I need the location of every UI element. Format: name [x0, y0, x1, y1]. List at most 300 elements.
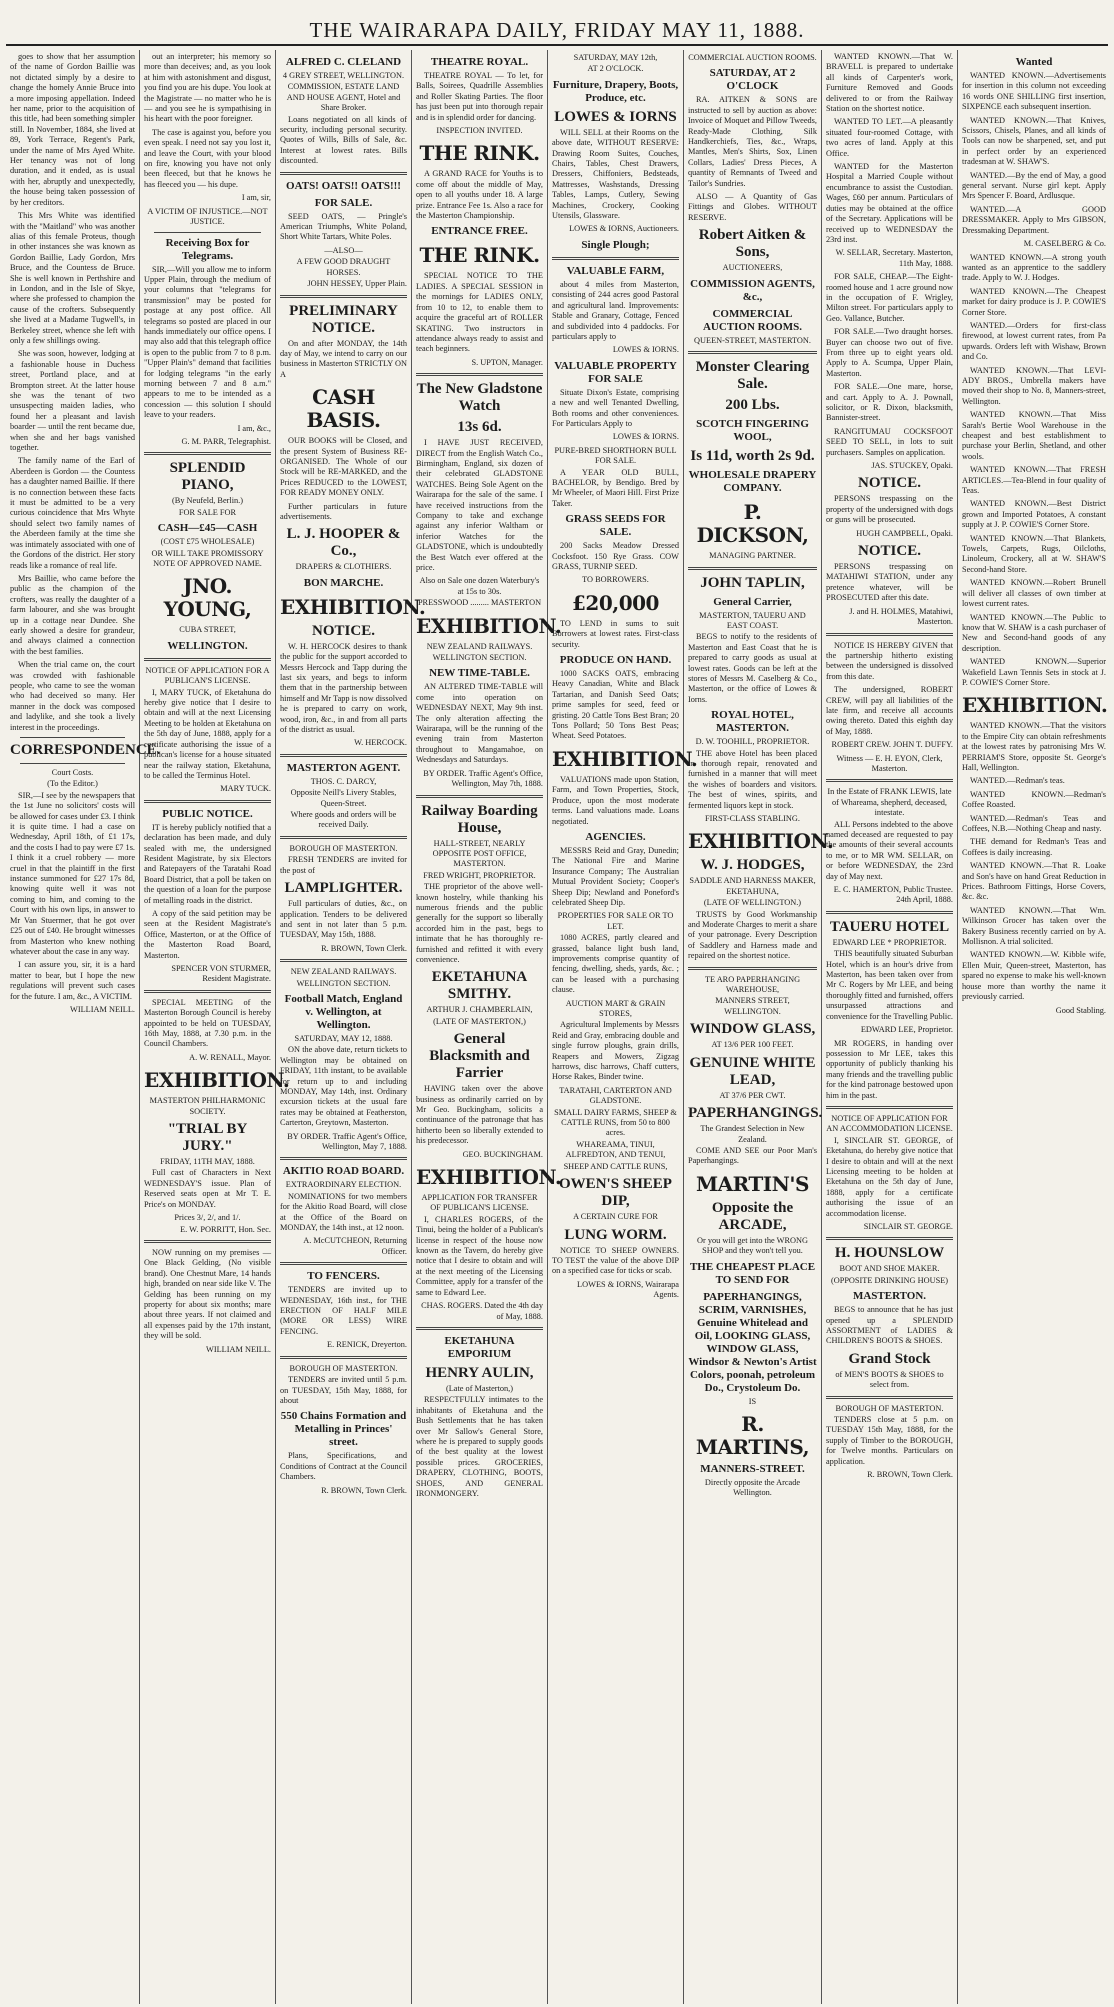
ad-heading: Grand Stock — [848, 1350, 931, 1367]
ad-text: IS — [748, 1396, 757, 1406]
classified-ad: FOR SALE, CHEAP.—The Eight-roomed house and 1 acre ground now in the occupation of F. Wrigley, Milton street. For particulars apply to Geo. Vallance, Butcher. — [826, 272, 953, 323]
notice-paragraph: TENDERS are invited up to WEDNESDAY, 16th inst., for THE ERECTION OF HALF MILE (MORE OR LESS) WIRE FENCING. — [280, 1285, 407, 1336]
divider — [416, 1327, 543, 1330]
classified-ad: FOR SALE.—One mare, horse, and cart. Apply to A. J. Pownall, solicitor, or R. Dixon, blacksmith, Bannister-street. — [826, 382, 953, 423]
ad-paragraph: ALSO — A Quantity of Gas Fittings and Globes. WITHOUT RESERVE. — [688, 192, 817, 222]
newspaper-title: THE WAIRARAPA DAILY, FRIDAY MAY 11, 1888. — [309, 18, 805, 42]
notice-paragraph: Plans, Specifications, and Conditions of Contract at the Council Chambers. — [280, 1451, 407, 1482]
ad-text: BON MARCHE. — [303, 576, 384, 589]
signature: R. BROWN, Town Clerk. — [321, 1485, 407, 1495]
letter-paragraph: SIR,—I see by the newspapers that the 1st June no solicitors' costs will be allowed for cases under £3. I think it is quite time. I had a case on Wednesday, April 18th, of £1 17s, and the costs I had to pay were £7 1s. I think it a cruel robbery — more cruel in that the plaintiff in the first instance summoned for £27 17s 8d, knowing quite well it was not coming to him, and coming to the Court with his own lips, in answer to Mr Van Stuermer, that he got over £25 out of £40. He brought witnesses from Masterton who knew nothing whatever about the case in any way. — [10, 790, 135, 956]
ad-heading: PURE-BRED SHORTHORN BULL FOR SALE. — [554, 445, 677, 466]
ad-heading: Railway Boarding House, — [421, 802, 538, 836]
ad-heading: SPLENDID PIANO, — [169, 460, 246, 494]
divider — [416, 373, 543, 376]
notice-paragraph: PERSONS trespassing on the property of the undersigned with dogs or guns will be prosecuted. — [826, 494, 953, 525]
article-paragraph: This Mrs White was identified with the "Maitland" who was another alias of this female Proteus, though in other instances she was known as Gordon Baillie, Lady Gordon, Mrs Bruce, and the Countess de Bruce. She is well known in Perthshire and in London, and in the Isle of Skye, where she professed to champion the cause of the crofters. Subsequently she lived at a Madame Tugwell's, in Berkeley street, whence she left with only a few shillings owing. — [10, 211, 135, 345]
classified-ad: WANTED for the Masterton Hospital a Married Couple without encumbrance to assist the Custodian. Wages, £60 per annum. Particulars of duties may be obtained at the office of the Secretary. Applications will be received up to WEDNESDAY the 23rd inst. — [826, 162, 953, 244]
notice-paragraph: I, CHARLES ROGERS, of the Tinui, being the holder of a Publican's license in respect of the house now known as the Tavern, do hereby give notice that I desire to obtain and will at the next meeting of the Licensing Committee, apply for a transfer of the same to Edward Lee. — [416, 1214, 543, 1297]
ad-paragraph: COME AND SEE our Poor Man's Paperhangings. — [688, 1145, 817, 1166]
signature: Witness — E. H. EYON, Clerk, Masterton. — [836, 753, 943, 773]
exhibition-banner: EXHIBITION. — [416, 1165, 562, 1190]
notice-paragraph: The undersigned, ROBERT CREW, will pay all liabilities of the late firm, and receive all accounts owing thereto. Dated this eighth day of May, 1888. — [826, 685, 953, 736]
ad-text: HALL-STREET, NEARLY OPPOSITE POST OFFICE, MASTERTON. — [432, 838, 527, 869]
divider — [826, 779, 953, 782]
letter-paragraph: out an interpreter; his memory so more than deceives; and, as you look at him with astonishment and disgust, you find you are his dupe. You look at the Magistrate — no matter who he is — and you see he is sympathising in his heart with the poor foreigner. — [144, 52, 271, 124]
signature: LOWES & IORNS, Auctioneers. — [569, 224, 679, 234]
ad-heading: The New Gladstone Watch — [416, 381, 543, 415]
classified-ad: WANTED KNOWN.—Robert Brunell will deliver all classes of own timber at lowest current rates. — [962, 578, 1106, 609]
notice-heading: NOTICE OF APPLICATION FOR A PUBLICAN'S LICENSE. — [145, 665, 270, 686]
notice-paragraph: I, SINCLAIR ST. GEORGE, of Eketahuna, do hereby give notice that I desire to obtain and will at the next Licensing meeting to be holden at Eketahuna on the 5th day of June, 1888, apply for a certificate authorising the issue of an accommodation license. — [826, 1135, 953, 1218]
signature: LOWES & IORNS, Wairarapa Agents. — [577, 1279, 679, 1300]
ad-heading: ALFRED C. CLELAND — [285, 56, 402, 68]
ad-text: MASTERTON PHILHARMONIC SOCIETY. — [149, 1096, 266, 1116]
ad-heading: Football Match, England v. Wellington, at Wellington. — [284, 992, 403, 1031]
exhibition-banner: EXHIBITION. — [144, 1068, 290, 1093]
signature: ROBERT CREW. JOHN T. DUFFY. — [831, 740, 953, 750]
divider — [416, 795, 543, 798]
ad-heading: HENRY AULIN, — [425, 1364, 534, 1381]
classified-ad: WANTED KNOWN.—That Knives, Scissors, Chisels, Planes, and all kinds of Tools can now be sharpened, set, and put in perfect order by an experienced tradesman at W. SHAW'S. — [962, 115, 1106, 167]
ad-paragraph: THIS beautifully situated Suburban Hotel, which is an hour's drive from Masterton, has been taken over from Mr C. Rogers by Mr LEE, and being thoroughly fitted and furnished, offers unsurpassed attractions and convenience for the Travelling Public. — [826, 949, 953, 1021]
ad-paragraph: OUR BOOKS will be Closed, and the present System of Business RE-ORGANISED. The Whole of our Stock will be RE-MARKED, and the Prices REDUCED to the LOWEST, FOR READY MONEY ONLY. — [280, 436, 407, 498]
divider — [144, 990, 271, 993]
notice-paragraph: TENDERS close at 5 p.m. on TUESDAY 15th May, 1888, for the supply of Timber to the BOROUGH, for Twelve months. Particulars on application. — [826, 1415, 953, 1466]
classified-ad: WANTED KNOWN.—That LEVI-ADY BROS., Umbrella makers have moved their shop to No. 8, Manners-street, Wellington. — [962, 365, 1106, 406]
article-paragraph: She was soon, however, lodging at a fashionable house in Duchess street, Portland place, and at Brompton street. At the latter house she was the tenant of two unsuspecting maiden ladies, who found her a pleasant and lavish boarder — until the rent became due, when she and her bags vanished together. — [10, 349, 135, 453]
column-2 — [140, 50, 290, 2004]
ad-text: OR WILL TAKE PROMISSORY NOTE OF APPROVED NAME. — [151, 548, 264, 569]
ad-heading: JOHN TAPLIN, — [700, 574, 805, 591]
article-paragraph: When the trial came on, the court was crowded with fashionable people, who came to see the woman who had deceived so many. Her manner in the dock was composed and ladylike, and she took a lively interest in the proceedings. — [10, 660, 135, 732]
notice-heading: AKITIO ROAD BOARD. — [282, 1165, 405, 1178]
ad-text: DRAPERS & CLOTHIERS. — [295, 562, 392, 572]
notice-heading: NEW ZEALAND RAILWAYS. — [426, 641, 533, 651]
signature: E. C. HAMERTON, Public Trustee. 24th April, 1888. — [833, 885, 953, 905]
signature: HUGH CAMPBELL, Opaki. — [856, 528, 953, 538]
ad-text: MANAGING PARTNER. — [709, 551, 796, 561]
notice-paragraph: NOW running on my premises — One Black Gelding, (No visible brand). One Chestnut Mare, 14 hands high, branded on near side like V. The Gelding has been running on my property for about six months; mare about three years. If not claimed and all expenses paid by the 17th instant, they will be sold. — [144, 1247, 271, 1341]
signature: SPENCER VON STURMER, Resident Magistrate. — [171, 964, 271, 984]
ad-text: The Grandest Selection in New Zealand. — [700, 1124, 805, 1144]
ad-price: CASH—£45—CASH — [157, 522, 258, 535]
signature: W. HERCOCK. — [354, 738, 407, 748]
subheading: (To the Editor.) — [47, 779, 98, 789]
signature: JOHN HESSEY, Upper Plain. — [307, 279, 407, 289]
signature: Good Stabling. — [1055, 1005, 1106, 1015]
divider — [688, 967, 817, 970]
classified-ad: WANTED KNOWN.—That R. Loake and Son's have on hand Great Reduction in Prices. Bathroom Fittings, Horse Covers, &c. &c. — [962, 861, 1106, 902]
ad-heading: NEW TIME-TABLE. — [429, 667, 530, 680]
notice-paragraph: I, MARY TUCK, of Eketahuna do hereby give notice that I desire to obtain and will at the next Licensing Meeting to be holden at Eketahuna on the 5th day of June, 1888, apply for a certificate authorising the issue of a publican's license for a house situated near the railway station, Eketahuna, to be called the Terminus Hotel. — [144, 687, 271, 780]
ad-paragraph: WILL SELL at their Rooms on the above date, WITHOUT RESERVE: Drawing Room Suites, Couches, Chairs, Tables, Chest Drawers, Dressers, Chiffoniers, Bedsteads, Mattresses, Washstands, Dressing Tables, Lamps, Cutlery, Sewing Machines, Crockery, Cooking Utensils, Glassware. — [552, 127, 679, 221]
notice-paragraph: NOTICE IS HEREBY GIVEN that the partnership hitherto existing between the undersigned is dissolved from this date. — [826, 640, 953, 681]
ad-heading: Opposite the ARCADE, — [711, 1199, 794, 1233]
ad-text: Directly opposite the Arcade Wellington. — [704, 1477, 801, 1498]
notice-heading: BOROUGH OF MASTERTON. — [289, 843, 398, 853]
ad-text: COMMERCIAL AUCTION ROOMS. — [702, 307, 802, 333]
ad-heading: TAUERU HOTEL — [829, 918, 950, 935]
column-1 — [6, 50, 161, 2004]
ad-text: CUBA STREET, — [179, 625, 236, 635]
ad-text: MASTERTON. — [852, 1290, 927, 1303]
ad-text: Prices 3/, 2/, and 1/. — [174, 1213, 241, 1223]
ad-heading: AGENCIES. — [585, 830, 646, 843]
ad-paragraph: I HAVE JUST RECEIVED, DIRECT from the English Watch Co., Birmingham, England, six dozen of their celebrated GLADSTONE WATCHES. Being Sole Agent on the Wairarapa for the sale of the same. I have received instructions from the Company to take and exchange against any inferior Waltham or inferior Watches for the GLADSTONE, which is undoubtedly the Best Watch ever offered at the price. — [416, 438, 543, 572]
ad-heading: SATURDAY, AT 2 O'CLOCK — [709, 67, 796, 93]
divider — [280, 295, 407, 298]
ad-text: SATURDAY, MAY 12, 1888. — [294, 1033, 393, 1043]
ad-paragraph: THE proprietor of the above well-known hostelry, while thanking his numerous friends and the public generally for the support so liberally accorded him in the past, begs to intimate that he has thoroughly re-furnished and refitted it with every convenience. — [416, 882, 543, 964]
divider — [280, 1157, 407, 1160]
notice-heading: APPLICATION FOR TRANSFER OF PUBLICAN'S LICENSE. — [421, 1193, 538, 1213]
ad-heading: Furniture, Drapery, Boots, Produce, etc. — [552, 78, 679, 104]
ad-text: SMALL DAIRY FARMS, SHEEP & CATTLE RUNS, from 50 to 800 acres. — [554, 1107, 677, 1138]
notice-heading: BOROUGH OF MASTERTON. — [289, 1363, 398, 1373]
divider — [280, 836, 407, 839]
ad-text: SCOTCH FINGERING WOOL, — [696, 418, 809, 444]
ad-text: ARTHUR J. CHAMBERLAIN, — [426, 1005, 533, 1015]
ad-text: ENTRANCE FREE. — [431, 225, 528, 238]
classified-ad: FOR SALE.—Two draught horses. Buyer can choose two out of five. From three up to eight years old. Apply to A. Scumpa, Upper Plain, Masterton. — [826, 327, 953, 378]
ad-price: Is 11d, worth 2s 9d. — [690, 448, 815, 465]
section-heading: Wanted — [1015, 56, 1053, 68]
ad-paragraph: A GRAND RACE for Youths is to come off about the middle of May, open to all youths under 18. A large prize. Entrance Fee 1s. Also a race for the Masterton Championship. — [416, 169, 543, 221]
ad-paragraph: VALUATIONS made upon Station, Farm, and Town Properties, Stock, Produce, upon the most moderate terms. Land valuations made. Loans negotiated. — [552, 774, 679, 826]
signature: MARY TUCK. — [220, 784, 271, 794]
divider — [826, 1237, 953, 1240]
section-heading: CORRESPONDENCE. — [10, 742, 161, 758]
ad-heading: TARATAHI, CARTERTON AND GLADSTONE. — [559, 1085, 672, 1106]
letter-paragraph: The case is against you, before you even speak. I need not say you lost it, and leave the Court, with your blood on fire, knowing you have not only been fleeced, but that he knows he has fleeced you — his dupe. — [144, 127, 271, 189]
ad-paragraph: TRUSTS by Good Workmanship and Moderate Charges to merit a share of your patronage. Every Description of Saddlery and Harness made and repaired on the shortest notice. — [688, 909, 817, 961]
notice-heading: NEW ZEALAND RAILWAYS. — [290, 967, 397, 977]
column-5 — [548, 50, 698, 2004]
ad-text: Opposite Neill's Livery Stables, Queen-Street. — [290, 788, 397, 808]
ad-paragraph: A YEAR OLD BULL, BACHELOR, by Bendigo. Bred by Mr Wheeler, of Maori Hill. First Prize Taker. — [552, 467, 679, 508]
signature: J. and H. HOLMES, Matahiwi, Masterton. — [849, 606, 953, 627]
notice-heading: In the Estate of FRANK LEWIS, late of Whareama, shepherd, deceased, intestate. — [827, 787, 952, 818]
exhibition-banner: EXHIBITION. — [962, 693, 1108, 718]
ad-text: SHEEP AND CATTLE RUNS, — [563, 1161, 668, 1171]
signature: E. RENICK, Dreyerton. — [327, 1340, 407, 1350]
notice-heading: TO FENCERS. — [307, 1270, 380, 1283]
divider — [552, 257, 679, 260]
ad-text: Where goods and orders will be received Daily. — [290, 810, 397, 830]
column-8 — [958, 50, 1110, 2004]
classified-ad: THE demand for Redman's Teas and Coffees is daily increasing. — [962, 837, 1106, 857]
divider — [280, 1262, 407, 1265]
classified-ad: WANTED.—By the end of May, a good general servant. Nurse girl kept. Apply Mrs Spencer F. Board, Ardlusque. — [962, 170, 1106, 201]
ad-text: BOOT AND SHOE MAKER. — [839, 1264, 940, 1274]
notice-paragraph: ON the above date, return tickets to Wellington may be obtained on FRIDAY, 11th instant, to be available for return up to and including MONDAY, May 14th, inst. Ordinary excursion tickets at the usual fare rates may be obtained at Featherston, Carterton, Greytown, Masterton. — [280, 1045, 407, 1128]
classified-ad: WANTED KNOWN.—That Miss Sarah's Bertie Wool Warehouse in the cheapest and best establishment to purchase your Berlin, Shetland, and other wools. — [962, 410, 1106, 461]
classified-ad: WANTED.—Redman's teas. — [970, 776, 1065, 786]
divider — [280, 1356, 407, 1359]
ad-heading: "TRIAL BY JURY." — [167, 1121, 248, 1155]
ad-heading: JNO. YOUNG, — [163, 574, 252, 622]
ad-heading: PRODUCE ON HAND. — [559, 654, 672, 667]
article-paragraph: Mrs Baillie, who came before the public as the champion of the crofters, was really the daughter of a farm labourer, and she was brought up in a cottage near Dundee. She early showed a desire for grandeur, and always claimed a connection with the best families. — [10, 573, 135, 656]
notice-paragraph: FRESH TENDERS are invited for the post of — [280, 855, 407, 875]
signature: I am, &c., — [237, 423, 271, 433]
signature: A VICTIM OF INJUSTICE.—NOT JUSTICE. — [147, 206, 268, 227]
signature: G. M. PARR, Telegraphist. — [181, 437, 271, 446]
column-6 — [684, 50, 834, 2004]
ad-heading: PROPERTIES FOR SALE OR TO LET. — [557, 911, 674, 931]
ad-text: A FEW GOOD DRAUGHT HORSES. — [296, 257, 391, 277]
ad-text: (COST £75 WHOLESALE) — [160, 537, 255, 547]
ad-heading: H. HOUNSLOW — [834, 1245, 945, 1262]
classified-ad: WANTED KNOWN.—That Blankets, Towels, Carpets, Rugs, Oilcloths, Linoleum, Crockery, all at W. SHAW'S Second-hand Store. — [962, 533, 1106, 574]
signature: WILLIAM NEILL. — [70, 1004, 135, 1014]
notice-heading: NOTICE OF APPLICATION FOR AN ACCOMMODATION LICENSE. — [826, 1113, 953, 1134]
ad-heading: P. DICKSON, — [696, 500, 809, 548]
notice-paragraph: SPECIAL MEETING of the Masterton Borough Council is hereby appointed to be held on TUESDAY, 16th May, 1888, at 7.30 p.m. in the Council Chambers. — [144, 997, 271, 1049]
ad-text: SATURDAY, MAY 12th, — [573, 53, 658, 62]
ad-heading: VALUABLE PROPERTY FOR SALE — [554, 359, 677, 385]
ad-text: QUEEN-STREET, MASTERTON. — [694, 335, 811, 345]
ad-text: AUCTIONEERS, — [722, 263, 783, 273]
letter-heading: Receiving Box for Telegrams. — [165, 236, 250, 262]
classified-ad: WANTED KNOWN.—Best District grown and Imported Potatoes, A constant supply at J. P. COWIE'S Corner Store. — [962, 499, 1106, 530]
ad-text: 4 GREY STREET, WELLINGTON. — [282, 71, 405, 80]
signature: JAS. STUCKEY, Opaki. — [871, 461, 953, 471]
letter-paragraph: I can assure you, sir, it is a hard matter to bear, but I hope the new regulations will prevent such cases for the future. I am, &c., A VICTIM. — [10, 960, 135, 1001]
signature: S. UPTON, Manager. — [471, 357, 543, 367]
ad-heading: PRELIMINARY NOTICE. — [289, 302, 398, 336]
ad-heading: ROYAL HOTEL, MASTERTON. — [711, 709, 794, 735]
ad-heading: GRASS SEEDS FOR SALE. — [565, 513, 666, 539]
exhibition-banner: EXHIBITION. — [280, 594, 426, 619]
ad-text: EDWARD LEE * PROPRIETOR. — [832, 937, 947, 947]
ad-heading: LOWES & IORNS — [554, 108, 677, 125]
ad-heading: R. MARTINS, — [695, 1411, 810, 1459]
ad-text: WELLINGTON SECTION. — [432, 653, 527, 663]
ad-text: D. W. TOOHILL, PROPRIETOR. — [695, 737, 810, 747]
ad-paragraph: RESPECTFULLY intimates to the inhabitants of Eketahuna and the Bush Settlements that he has taken over Mr Sallow's General Store, where he is prepared to supply goods of the best quality at the lowest possible prices. GROCERIES, DRAPERY, CLOTHING, BOOTS, SHOES, AND GENERAL IRONMONGERY. — [416, 1395, 543, 1498]
ad-paragraph: MESSRS Reid and Gray, Dunedin; The National Fire and Marine Insurance Company; The Australian Mutual Provident Society; Cooper's Sheep Dip; Newland and Poneford's celebrated Sheep Dip. — [552, 845, 679, 907]
ad-paragraph: THEATRE ROYAL — To let, for Balls, Soirees, Quadrille Assemblies and Roller Skating Parties. The floor has just been put into thorough repair and is in splendid order for dancing. — [416, 71, 543, 122]
ad-paragraph: Loans negotiated on all kinds of security, including personal security. Quotes of Wills, Bills of Sale, &c. Interest at lowest rates. Bills discounted. — [280, 114, 407, 166]
ad-paragraph: about 4 miles from Masterton, consisting of 244 acres good Pastoral and agricultural land. Improvements: Stable and Granary, Cottage, Fenced and subdivided into 4 paddocks. For particulars apply to — [552, 279, 679, 341]
classified-ad: WANTED TO LET.—A pleasantly situated four-roomed Cottage, with two acres of land. Apply at this Office. — [826, 117, 953, 158]
ad-heading: LUNG WORM. — [564, 1226, 667, 1243]
divider — [688, 567, 817, 570]
ad-text: MANNERS STREET, WELLINGTON. — [715, 996, 790, 1016]
divider — [144, 1240, 271, 1243]
signature: LOWES & IORNS. — [612, 432, 679, 442]
ad-heading: CASH BASIS. — [306, 385, 381, 433]
ad-paragraph: MR ROGERS, in handing over possession to Mr LEE, takes this opportunity of publicly thanking his many friends and the travelling public for the kind patronage bestowed upon him in the past. — [826, 1038, 953, 1100]
column-7 — [822, 50, 958, 2004]
ad-heading: EKETAHUNA SMITHY. — [431, 969, 528, 1003]
ad-heading: OATS! OATS!! OATS!!! — [286, 179, 401, 192]
ad-heading: THE RINK. — [419, 243, 540, 268]
divider — [280, 172, 407, 175]
signature: CHAS. ROGERS. Dated the 4th day of May, 1888. — [421, 1301, 543, 1321]
exhibition-banner: EXHIBITION. — [552, 746, 698, 771]
ad-text: WELLINGTON SECTION. — [296, 978, 391, 988]
classified-ad: WANTED.—A GOOD DRESSMAKER. Apply to Mrs GIBSON, Dressmaking Department. — [962, 204, 1106, 235]
signature: R. BROWN, Town Clerk. — [867, 1470, 953, 1480]
notice-paragraph: TENDERS are invited until 5 p.m. on TUESDAY, 15th May, 1888, for about — [280, 1375, 407, 1405]
signature: LOWES & IORNS. — [612, 345, 679, 355]
ad-paragraph: BEGS to notify to the residents of Masterton and East Coast that he is prepared to carry goods as usual at lowest rates. Goods can be left at the stores of Messrs M. Caselberg & Co., Masterton, or the office of Lowes & Iorns. — [688, 632, 817, 704]
ad-heading: MARTIN'S — [695, 1171, 809, 1196]
ad-text: —ALSO— — [324, 245, 363, 255]
ad-text: FRIDAY, 11TH MAY, 1888. — [160, 1157, 255, 1167]
ad-text: COMMISSION AGENTS, &c., — [690, 277, 815, 303]
ad-heading: 550 Chains Formation and Metalling in Princes' street. — [280, 1410, 407, 1449]
ad-paragraph: On and after MONDAY, the 14th day of May, we intend to carry on our business in Masterton STRICTLY ON A — [280, 338, 407, 379]
ad-text: AT 13/6 PER 100 FEET. — [711, 1040, 794, 1050]
classified-ad: WANTED KNOWN.—That W. BRAVELL is prepared to undertake all kinds of Carpenter's work, Furniture Removed and Goods delivered to or from the Railway Station on the shortest notice. — [826, 52, 953, 114]
notice-heading: PUBLIC NOTICE. — [162, 807, 253, 820]
classified-ad: WANTED KNOWN.—The Public to know that W. SHAW is a cash purchaser of New and Second-hand goods of any description. — [962, 612, 1106, 653]
ad-text: THOS. C. DARCY, — [310, 776, 377, 786]
signature: EDWARD LEE, Proprietor. — [860, 1025, 953, 1035]
classified-ad: WANTED KNOWN.—W. Kibble wife, Ellen Muir, Queen-street, Masterton, has spared no expense to make his well-known house more than worthy the name it previously carried. — [962, 950, 1106, 1002]
divider — [144, 452, 271, 455]
signature: E. W. PORRITT, Hon. Sec. — [180, 1224, 271, 1234]
ad-heading: LAMPLIGHTER. — [284, 880, 403, 897]
signature: PRESSWOOD ......... MASTERTON — [417, 598, 542, 608]
classified-ad: WANTED KNOWN.—That Wm. Wilkinson Grocer has taken over the Bakery Business recently carried on by A. Mollisnon. A trial solicited. — [962, 905, 1106, 947]
ad-text: FRED WRIGHT, PROPRIETOR. — [423, 870, 536, 880]
ad-heading: General Blacksmith and Farrier — [429, 1031, 530, 1082]
ad-heading: L. J. HOOPER & Co., — [286, 526, 401, 560]
classified-ad: WANTED KNOWN.—Advertisements for insertion in this column not exceeding 16 words ONE SHILLING first insertion, SIXPENCE each subsequent insertion. — [962, 71, 1106, 112]
ad-paragraph: RA. AITKEN & SONS are instructed to sell by auction as above: Invoice of Moquet and Pillow Tweeds, Ready-Made Clothing, Silk Handkerchiefs, Ties, &c., Wraps, Mantles, Men's Shirts, Sox, Linen Collars, Ladies' Dress Pieces, A quantity of Remnants of Tweed and Tailor's Sundries. — [688, 95, 817, 188]
column-3 — [276, 50, 426, 2004]
divider — [280, 754, 407, 757]
signature: GEO. BUCKINGHAM. — [462, 1149, 543, 1159]
ad-price: 13s 6d. — [457, 419, 502, 436]
notice-paragraph: PERSONS trespassing on MATAHIWI STATION, under any pretence whatever, will be PROSECUTED after this date. — [826, 562, 953, 603]
classified-ad: WANTED KNOWN.—The Cheapest market for dairy produce is J. P. COWIE'S Corner Store. — [962, 286, 1106, 317]
ad-heading: EKETAHUNA EMPORIUM — [444, 1334, 515, 1360]
divider — [280, 959, 407, 962]
exhibition-banner: EXHIBITION. — [688, 829, 834, 854]
divider — [154, 232, 261, 233]
divider — [826, 633, 953, 636]
ad-text: EXTRAORDINARY ELECTION. — [285, 1180, 402, 1190]
ad-text: (OPPOSITE DRINKING HOUSE) — [830, 1275, 949, 1285]
ad-paragraph: 1000 SACKS OATS, embracing Heavy Canadian, White and Black Tartarian, and Danish Seed Oats; prime samples for seed, feed or gristing. 20 Cattle Tons Best Bran; 20 Tons Pollard; 50 Tons Best Peas; Wheat. Seed Potatoes. — [552, 669, 679, 741]
notice-heading: BOROUGH OF MASTERTON. — [835, 1403, 944, 1413]
ad-paragraph: Further particulars in future advertisements. — [280, 501, 407, 521]
ad-heading: VALUABLE FARM, — [566, 264, 665, 277]
notice-paragraph: W. H. HERCOCK desires to thank the public for the support accorded to Messrs Hercock and Tapp during the last six years, and begs to inform them that in the partnership between himself and Mr Tapp is now dissolved he is prepared to carry on work, wood, iron, &c., in and from all parts of the district as usual. — [280, 641, 407, 735]
divider — [826, 911, 953, 914]
ad-paragraph: 200 Sacks Meadow Dressed Cocksfoot. 150 Rye Grass. COW GRASS, TURNIP SEED. — [552, 541, 679, 571]
divider — [826, 1396, 953, 1399]
ad-price: £20,000 — [572, 590, 659, 615]
masthead-rule — [6, 44, 1108, 46]
ad-heading: AUCTION MART & GRAIN STORES, — [565, 998, 666, 1018]
newspaper-columns — [6, 50, 1110, 2004]
notice-paragraph: NOMINATIONS for two members for the Akitio Road Board, will close at the Office of the Board on MONDAY, the 14th inst., at 12 noon. — [280, 1191, 407, 1233]
ad-heading: MASTERTON AGENT. — [286, 761, 401, 774]
ad-text: FOR SALE FOR — [178, 507, 237, 517]
classified-ad: WANTED KNOWN.—Redman's Coffee Roasted. — [962, 789, 1106, 810]
ad-heading: THE CHEAPEST PLACE TO SEND FOR — [689, 1260, 816, 1286]
ad-paragraph: NOTICE TO SHEEP OWNERS. TO TEST the value of the above DIP on a specified case for ticks or scab. — [552, 1245, 679, 1276]
notice-paragraph: A copy of the said petition may be seen at the Resident Magistrate's Office, Masterton, or at the Office of the Masterton Road Board, Masterton. — [144, 908, 271, 960]
ad-heading: WINDOW GLASS, — [689, 1021, 816, 1038]
ad-heading: Robert Aitken & Sons, — [698, 227, 807, 261]
ad-text: of MEN'S BOOTS & SHOES to select from. — [835, 1369, 944, 1390]
ad-text: Or you will get into the WRONG SHOP and they won't tell you. — [697, 1235, 808, 1256]
ad-text: MANNERS-STREET. — [700, 1462, 805, 1475]
ad-text: SADDLE AND HARNESS MAKER, EKETAHUNA, — [689, 876, 816, 896]
divider — [144, 800, 271, 803]
signature: WILLIAM NEILL. — [206, 1344, 271, 1354]
signature: BY ORDER. Traffic Agent's Office, Wellington, May 7, 1888. — [287, 1131, 407, 1151]
letter-paragraph: SIR,—Will you allow me to inform Upper Plain, through the medium of your columns that "telegrams for transmission" may be posted for postage at any post office. All telegrams so posted are placed in our hands immediately our office opens. I may also add that this telegraph office is open to the public from 7 to 8 p.m. "Upper Plain's" demand that facilities for lodging telegrams "in the early morning between 7 and 8 a.m." appears to me to be intended as a concession — this solution I should leave to your readers. — [144, 264, 271, 420]
ad-paragraph: 1080 ACRES, partly cleared and grassed, balance light bush land, improvements comprise quantity of fencing, dwelling, sheds, yards, &c. ; can be leased with a purchasing clause. — [552, 933, 679, 995]
ad-text: FIRST-CLASS STABLING. — [705, 814, 800, 823]
notice-paragraph: AN ALTERED TIME-TABLE will come into operation on WEDNESDAY NEXT, May 9th inst. The only alteration affecting the Wairarapa, will be the running of the evening train from Masterton throughout to Mangamahoe, on Wednesdays and Saturdays. — [416, 682, 543, 765]
ad-paragraph: Agricultural Implements by Messrs Reid and Gray, embracing double and single furrow ploughs, grain drills, Reapers and Mowers, Zigzag harrows, disc harrows, Chaff cutters, Horse Rakes, Binder twine. — [552, 1020, 679, 1082]
signature: M. CASELBERG & Co. — [1023, 239, 1106, 249]
ad-heading: Single Plough; — [581, 238, 650, 251]
classified-ad: WANTED KNOWN.—A strong youth wanted as an apprentice to the saddlery trade. Apply to W. J. Hodges. — [962, 252, 1106, 283]
ad-text: A CERTAIN CURE FOR — [573, 1212, 658, 1222]
ad-text: Also on Sale one dozen Waterbury's at 15s to 30s. — [419, 576, 540, 596]
ad-text: PAPERHANGINGS, SCRIM, VARNISHES, Genuine Whitelead and Oil, LOOKING GLASS, WINDOW GLASS, Windsor & Newton's Artist Colors, poonah, petroleum Do., Crystoleum Do. — [688, 1290, 817, 1394]
classified-ad: WANTED KNOWN.—That the visitors to the Empire City can obtain refreshments at the lowest rates by patronising Mrs W. PERRIAM'S Store, opposite St. George's Hall, Wellington. — [962, 721, 1106, 772]
article-paragraph: goes to show that her assumption of the name of Gordon Baillie was not dictated simply by a desire to change the homely Annie Bruce into a more imposing appellation. Indeed her name, prior to the acquisition of this title, had been something simpler still. In November, 1884, she lived at 89, York Terrace, Regent's Park, under the name of Mrs Ayed White. Her tenancy was not of long duration, and it ended, as is usual with her, abruptly and unexpectedly, the house being taken possession of by her creditors. — [10, 52, 135, 207]
column-4 — [412, 50, 562, 2004]
signature: I am, sir, — [241, 193, 271, 203]
ad-heading: PAPERHANGINGS. — [688, 1105, 823, 1122]
classified-ad: RANGITUMAU COCKSFOOT SEED TO SELL, in lots to suit purchasers. Samples on application. — [826, 426, 953, 457]
notice-heading: NOTICE. — [312, 622, 375, 639]
ad-text: WHOLESALE DRAPERY COMPANY. — [688, 469, 817, 495]
divider — [144, 658, 271, 661]
ad-heading: WHAREAMA, TINUI, ALFREDTON, AND TENUI, — [565, 1139, 666, 1160]
signature: W. SELLAR, Secretary. Masterton, 11th May, 1888. — [835, 248, 953, 268]
ad-text: (By Neufeld, Berlin.) — [172, 496, 243, 506]
signature: R. BROWN, Town Clerk. — [321, 943, 407, 953]
ad-heading: THEATRE ROYAL. — [430, 56, 529, 68]
article-paragraph: The family name of the Earl of Aberdeen is Gordon — the Countess has a daughter named Baillie. If there is no connection between these facts it must be admitted to be a very curious coincidence that Mrs Whyte should select two family names of the Aberdeen family at the time she was intimately associated with one of the Gordons of the district. Her story reads like a romance of real life. — [10, 456, 135, 570]
ad-text: COMMISSION, ESTATE LAND AND HOUSE AGENT, Hotel and Share Broker. — [286, 82, 401, 113]
notice-heading: NOTICE. — [858, 543, 921, 560]
ad-heading: FOR SALE. — [314, 196, 373, 209]
ad-text: (LATE OF WELLINGTON.) — [703, 898, 802, 908]
subheading: Court Costs. — [51, 768, 94, 777]
ad-paragraph: TO LEND in sums to suit Borrowers at lowest rates. First-class security. — [552, 618, 679, 649]
ad-text: (Late of Masterton,) — [445, 1383, 514, 1393]
ad-paragraph: SEED OATS, — Pringle's American Triumphs, White Poland, Short White Tartars, White Poles. — [280, 211, 407, 242]
ad-heading: W. J. HODGES, — [700, 857, 805, 874]
ad-text: WELLINGTON. — [167, 639, 248, 652]
ad-text: AT 2 O'CLOCK. — [587, 64, 644, 74]
ad-paragraph: Situate Dixon's Estate, comprising a new and well Tenanted Dwelling, Both rooms and other conveniences. For Particulars Apply to — [552, 387, 679, 428]
ad-text: AT 37/6 PER CWT. — [719, 1090, 786, 1100]
notice-paragraph: IT is hereby publicly notified that a declaration has been made, and duly sealed with me, the undersigned Resident Magistrate, by six Electors and Ratepayers of the Taratahi Road Board District, that a poll be taken on the question of a loan for the purpose of metalling roads in the district. — [144, 822, 271, 905]
ad-heading: 200 Lbs. — [725, 397, 780, 414]
ad-heading: THE RINK. — [419, 141, 540, 166]
signature: BY ORDER. Traffic Agent's Office, Wellington, May 7th, 1888. — [423, 768, 543, 789]
signature: A. McCUTCHEON, Returning Officer. — [303, 1236, 407, 1256]
divider — [20, 763, 125, 764]
ad-text: General Carrier, — [713, 595, 792, 608]
